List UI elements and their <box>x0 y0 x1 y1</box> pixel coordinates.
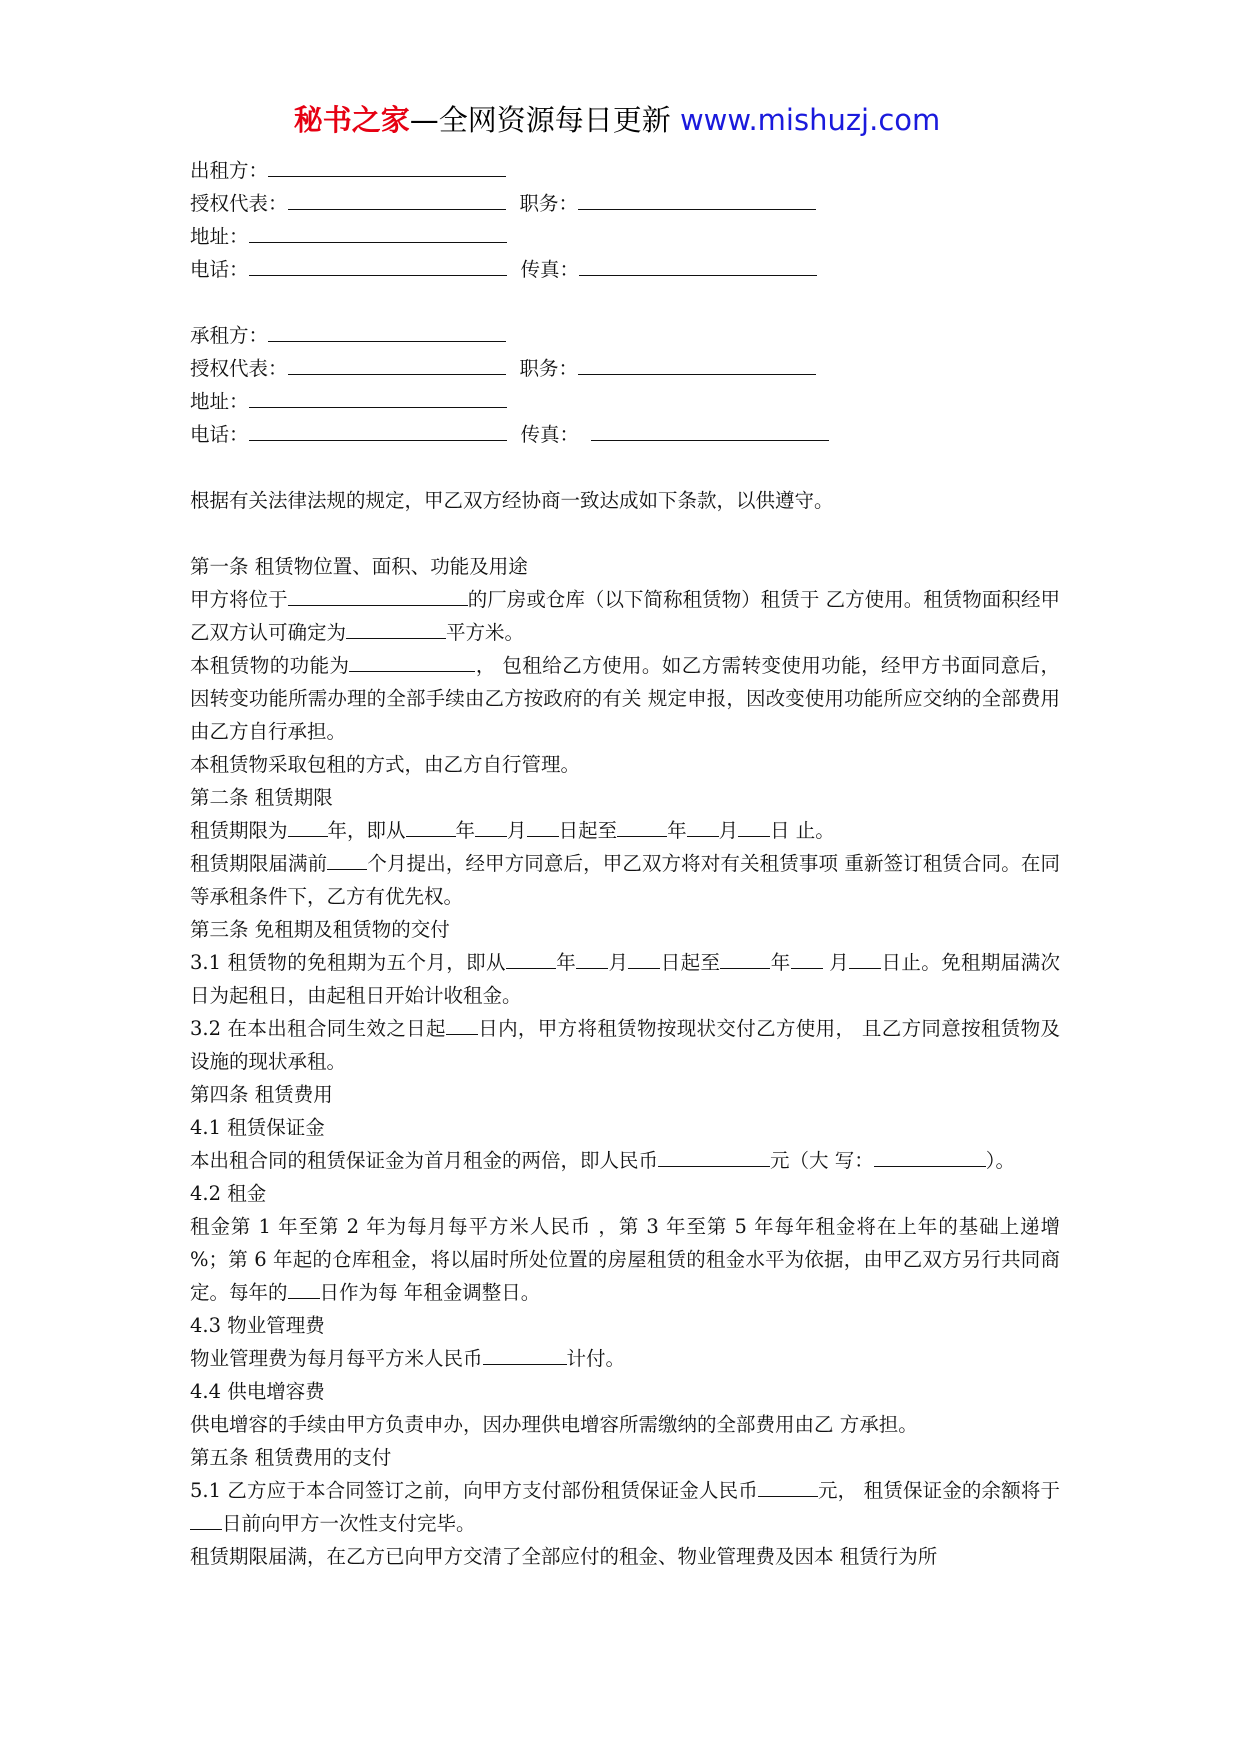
section-4-1-text-c: ）。 <box>985 1149 1015 1172</box>
lessee-name-blank[interactable] <box>268 319 506 342</box>
article-2-p1-text-c: 年 <box>455 819 476 842</box>
lessor-fax-blank[interactable] <box>579 253 817 276</box>
lessor-name-row <box>190 154 1060 187</box>
management-fee-blank[interactable] <box>483 1342 567 1365</box>
adjustment-date-blank[interactable] <box>288 1276 320 1299</box>
lessor-phone-label: 电话： <box>190 258 249 281</box>
lessee-title-label: 职务： <box>519 357 579 380</box>
article-2-p1-text-e: 日起至 <box>558 819 618 842</box>
deposit-amount-words-blank[interactable] <box>874 1144 986 1167</box>
article-5-paragraph-2: 租赁期限届满，在乙方已向甲方交清了全部应付的租金、物业管理费及因本 租赁行为所 <box>190 1545 938 1568</box>
deposit-amount-blank[interactable] <box>658 1144 770 1167</box>
section-5-1-text-a: 5.1 乙方应于本合同签订之前，向甲方支付部份租赁保证金人民币 <box>190 1479 758 1502</box>
article-3-p1-text-c: 月 <box>608 951 629 974</box>
section-4-2-paragraph <box>190 1210 1060 1309</box>
free-end-day-blank[interactable] <box>849 946 881 969</box>
article-1-heading: 第一条 租赁物位置、面积、功能及用途 <box>190 555 528 578</box>
article-3-p1-text-d: 日起至 <box>660 951 721 974</box>
lessor-name-label: 出租方： <box>190 159 269 182</box>
lessor-rep-blank[interactable] <box>288 187 506 210</box>
lessee-rep-label: 授权代表： <box>190 357 288 380</box>
article-3-p1-text-f: 月 <box>822 951 850 974</box>
site-brand: 秘书之家 <box>293 103 410 137</box>
start-day-blank[interactable] <box>527 814 559 837</box>
balance-date-blank[interactable] <box>190 1507 222 1530</box>
article-1-p2-text-b: ， 包租给乙方使用。如乙方需转变使用功能，经甲方书面同意后，因转变功能所需办理的全部手续由乙方按政府的有关 规定申报，因改变使用功能所应交纳的全部费用由乙方自行承担。 <box>190 654 1060 743</box>
term-years-blank[interactable] <box>288 814 328 837</box>
section-4-4-paragraph: 供电增容的手续由甲方负责申办，因办理供电增容所需缴纳的全部费用由乙 方承担。 <box>190 1413 918 1436</box>
article-1-p2-text-a: 本租赁物的功能为 <box>190 654 350 677</box>
lessee-address-blank[interactable] <box>249 385 507 408</box>
section-4-2-text-a: 租金第 1 年至第 2 年为每月每平方米人民币 ，第 3 年至第 5 年每年租金将在上年的基础上递增 %；第 6 年起的仓库租金，将以届时所处位置的房屋租赁的租金水平为依据，由甲乙双方另行共同商定。每年的 <box>190 1215 1060 1304</box>
section-5-1-text-b: 元， 租赁保证金的余额将于 <box>817 1479 1061 1502</box>
lessor-phone-blank[interactable] <box>249 253 507 276</box>
article-1-paragraph-2 <box>190 649 1060 748</box>
article-3-p2-text-b: 日内，甲方将租赁物按现状交付乙方使用， 且乙方同意按租赁物及设施的现状承租。 <box>190 1017 1061 1073</box>
article-2-p1-text-a: 租赁期限为 <box>190 819 288 842</box>
site-slogan: —全网资源每日更新 <box>409 103 680 137</box>
end-day-blank[interactable] <box>738 814 770 837</box>
free-start-month-blank[interactable] <box>576 946 608 969</box>
lessee-title-blank[interactable] <box>578 352 816 375</box>
section-5-1-text-c: 日前向甲方一次性支付完毕。 <box>222 1512 476 1535</box>
section-4-1-heading: 4.1 租赁保证金 <box>190 1116 325 1139</box>
partial-deposit-blank[interactable] <box>758 1474 818 1497</box>
section-4-2-text-b: 日作为每 年租金调整日。 <box>319 1281 541 1304</box>
delivery-days-blank[interactable] <box>446 1012 478 1035</box>
article-3-paragraph-2 <box>190 1012 1060 1078</box>
lessor-rep-label: 授权代表： <box>190 192 288 215</box>
article-5-heading: 第五条 租赁费用的支付 <box>190 1446 392 1469</box>
section-4-1-paragraph <box>190 1144 1060 1177</box>
lessor-address-label: 地址： <box>190 225 249 248</box>
start-month-blank[interactable] <box>475 814 507 837</box>
free-end-year-blank[interactable] <box>720 946 770 969</box>
intro-paragraph: 根据有关法律法规的规定，甲乙双方经协商一致达成如下条款，以供遵守。 <box>190 489 834 512</box>
contract-body <box>190 154 1060 1573</box>
article-2-p1-text-d: 月 <box>507 819 527 842</box>
article-3-p1-text-a: 3.1 租赁物的免租期为五个月，即从 <box>190 951 506 974</box>
section-4-3-paragraph <box>190 1342 1060 1375</box>
free-start-day-blank[interactable] <box>628 946 660 969</box>
lessor-title-blank[interactable] <box>578 187 816 210</box>
article-2-heading: 第二条 租赁期限 <box>190 786 333 809</box>
lessor-phone-row <box>190 253 1060 286</box>
article-1-p1-text-b: 的厂房或仓库（以下简称租赁物）租赁于 乙方使用。租赁物面积经甲乙双方认可确定为 <box>190 588 1060 644</box>
free-start-year-blank[interactable] <box>506 946 556 969</box>
lessor-rep-row <box>190 187 1060 220</box>
function-blank[interactable] <box>349 649 475 672</box>
article-2-p1-text-h: 日 止。 <box>770 819 835 842</box>
article-3-p1-text-g: 日止。免租期届满次日为起租日，由起租日开始计收租金。 <box>190 951 1060 1007</box>
lessee-address-label: 地址： <box>190 390 249 413</box>
article-2-p2-text-a: 租赁期限届满前 <box>190 852 328 875</box>
area-blank[interactable] <box>346 616 446 639</box>
section-4-1-text-a: 本出租合同的租赁保证金为首月租金的两倍，即人民币 <box>190 1149 659 1172</box>
lessor-name-blank[interactable] <box>268 154 506 177</box>
lessee-fax-blank[interactable] <box>591 418 829 441</box>
site-url[interactable]: www.mishuzj.com <box>679 103 941 137</box>
article-2-p2-text-b: 个月提出，经甲方同意后，甲乙双方将对有关租赁事项 重新签订租赁合同。在同等承租条件下，乙方有优先权。 <box>190 852 1060 908</box>
section-4-1-text-b: 元（大 写： <box>770 1149 874 1172</box>
location-blank[interactable] <box>288 583 468 606</box>
article-1-p1-text-a: 甲方将位于 <box>190 588 288 611</box>
lessee-rep-row <box>190 352 1060 385</box>
site-header <box>0 100 1234 140</box>
article-1-paragraph-3: 本租赁物采取包租的方式，由乙方自行管理。 <box>190 753 581 776</box>
lessee-name-row <box>190 319 1060 352</box>
free-end-month-blank[interactable] <box>791 946 823 969</box>
article-3-p1-text-b: 年 <box>555 951 577 974</box>
lessor-title-label: 职务： <box>519 192 579 215</box>
lessor-fax-label: 传真： <box>520 258 580 281</box>
article-2-p1-text-b: 年，即从 <box>327 819 406 842</box>
section-5-1-paragraph <box>190 1474 1060 1540</box>
article-2-paragraph-2 <box>190 847 1060 913</box>
lessor-address-row <box>190 220 1060 253</box>
article-3-p1-text-e: 年 <box>770 951 791 974</box>
article-3-heading: 第三条 免租期及租赁物的交付 <box>190 918 450 941</box>
lessee-phone-blank[interactable] <box>249 418 507 441</box>
section-4-3-text-b: 计付。 <box>566 1347 626 1370</box>
section-4-3-heading: 4.3 物业管理费 <box>190 1314 325 1337</box>
end-month-blank[interactable] <box>687 814 719 837</box>
lessee-name-label: 承租方： <box>190 324 269 347</box>
lessee-phone-row <box>190 418 1060 451</box>
section-4-2-heading: 4.2 租金 <box>190 1182 267 1205</box>
article-1-paragraph-1 <box>190 583 1060 649</box>
article-3-paragraph-1 <box>190 946 1060 1012</box>
end-year-blank[interactable] <box>617 814 667 837</box>
article-1-p1-text-c: 平方米。 <box>446 621 525 644</box>
renewal-months-blank[interactable] <box>327 847 367 870</box>
lessee-address-row <box>190 385 1060 418</box>
article-4-heading: 第四条 租赁费用 <box>190 1083 333 1106</box>
lessor-address-blank[interactable] <box>249 220 507 243</box>
lessee-rep-blank[interactable] <box>288 352 506 375</box>
article-2-p1-text-g: 月 <box>718 819 739 842</box>
lessee-phone-label: 电话： <box>190 423 249 446</box>
section-4-3-text-a: 物业管理费为每月每平方米人民币 <box>190 1347 483 1370</box>
article-2-paragraph-1 <box>190 814 1060 847</box>
article-2-p1-text-f: 年 <box>667 819 687 842</box>
section-4-4-heading: 4.4 供电增容费 <box>190 1380 325 1403</box>
article-3-p2-text-a: 3.2 在本出租合同生效之日起 <box>190 1017 446 1040</box>
lessee-fax-label: 传真： <box>520 423 580 446</box>
start-year-blank[interactable] <box>406 814 456 837</box>
